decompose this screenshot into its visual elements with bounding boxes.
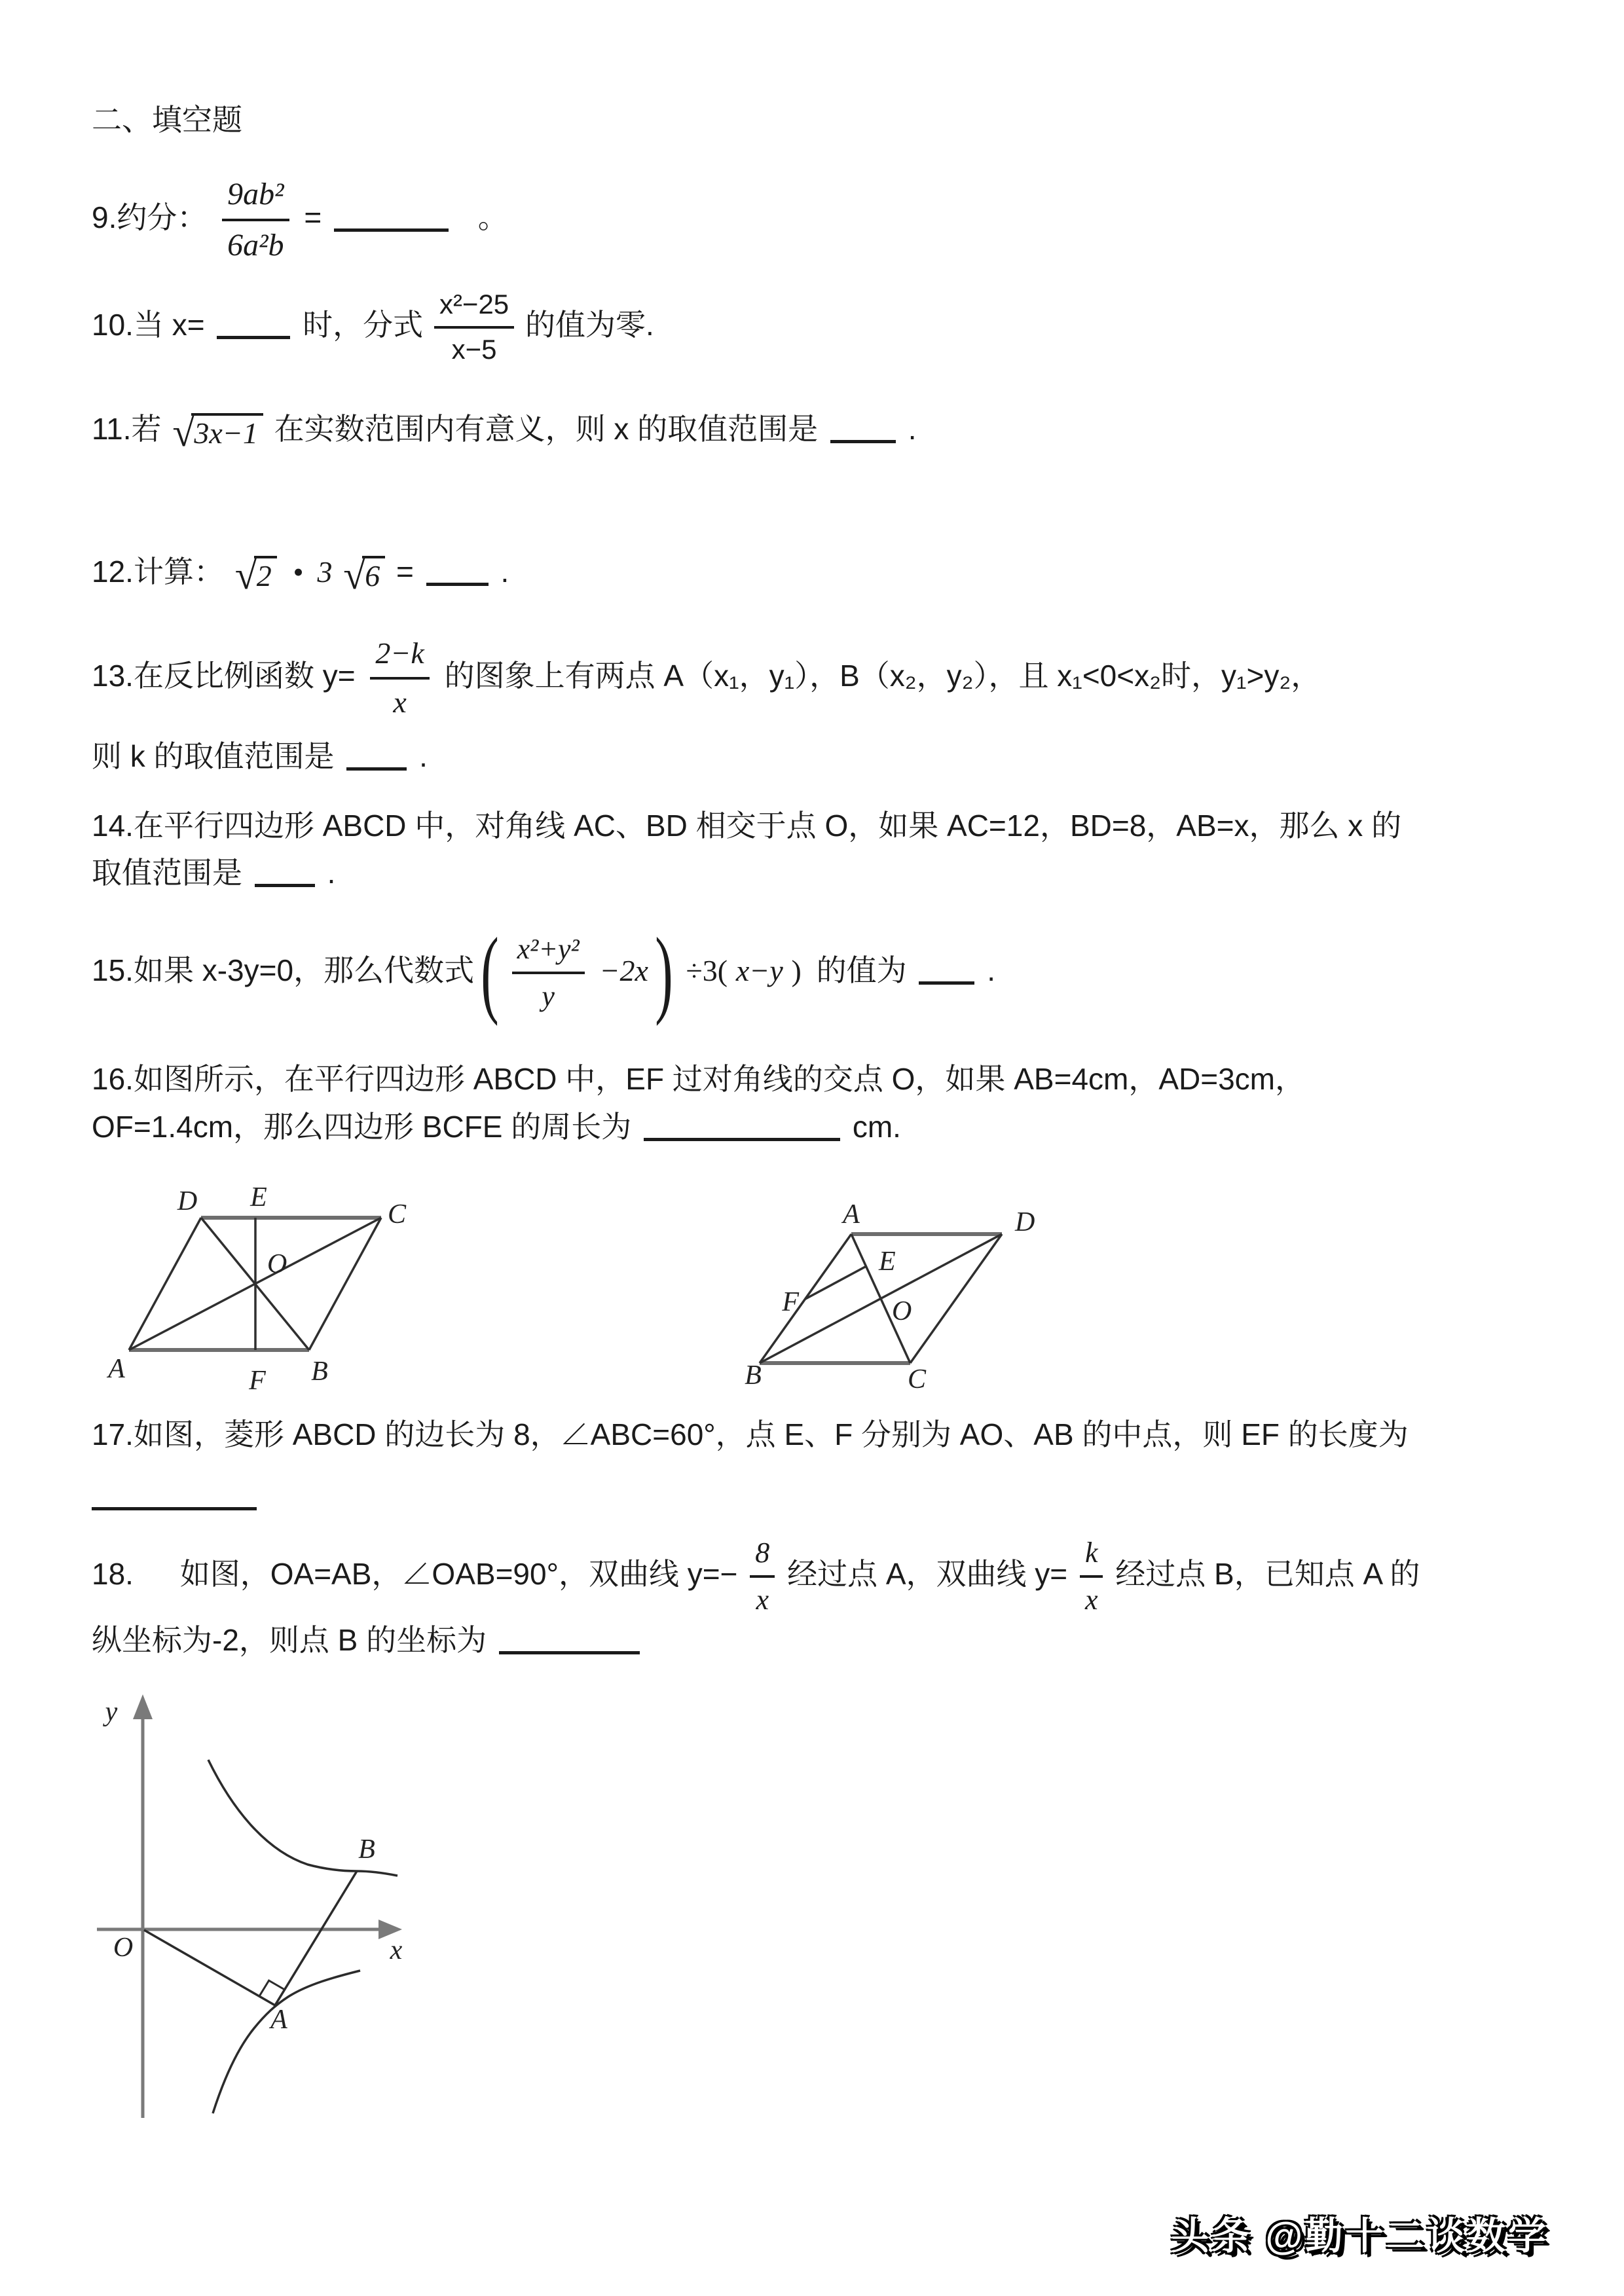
- q11-period: .: [908, 412, 917, 446]
- q15-denominator: y: [542, 979, 555, 1012]
- q14-answer-blank: [255, 881, 315, 887]
- q9-prefix: 9.约分：: [92, 200, 208, 234]
- fig16-label-B: B: [311, 1357, 328, 1387]
- q9-period: 。: [477, 200, 508, 234]
- q10-mid: 时，分式: [303, 308, 424, 342]
- graph-label-x: x: [390, 1935, 403, 1965]
- q10-suffix: 的值为零.: [525, 308, 654, 342]
- question-11: [92, 407, 917, 455]
- q13-period: .: [419, 739, 428, 773]
- q12-equals: =: [396, 555, 414, 589]
- figure-hyperbola-graph-q18: [65, 1689, 471, 2160]
- q12-radical-2: [343, 553, 385, 598]
- fig16-label-C: C: [388, 1199, 407, 1230]
- question-9: [92, 172, 508, 268]
- q13-fraction: [370, 632, 429, 724]
- q15-suffix: 的值为: [816, 953, 907, 987]
- q12-sqrt-sign-1: √: [234, 553, 257, 598]
- q12-radicand-2: 6: [362, 556, 385, 592]
- q15-period: .: [987, 953, 995, 987]
- q18-part3: 经过点 B，已知点 A 的: [1115, 1556, 1420, 1591]
- question-14-line1: [92, 804, 1401, 848]
- q14-period: .: [327, 856, 336, 890]
- q10-denominator: x−5: [451, 333, 497, 365]
- q15-answer-blank: [919, 978, 974, 985]
- q11-sqrt-sign: √: [172, 410, 195, 455]
- q18-number: 18.: [92, 1556, 134, 1591]
- q13-answer-blank: [346, 764, 407, 771]
- fig17-label-F: F: [782, 1287, 799, 1317]
- q11-suffix: 在实数范围内有意义，则 x 的取值范围是: [274, 412, 819, 446]
- q12-period: .: [500, 555, 509, 589]
- question-13-line2: [92, 735, 428, 778]
- q9-fraction: [222, 172, 289, 268]
- q18-fraction-1: [750, 1532, 775, 1621]
- q18-denominator-2: x: [1084, 1583, 1098, 1616]
- q15-xy: x−y: [735, 953, 783, 987]
- graph-segment-AB: [275, 1871, 357, 2005]
- q18-answer-blank: [499, 1648, 640, 1654]
- question-12: [92, 550, 509, 598]
- q18-line2-text: 纵坐标为-2，则点 B 的坐标为: [92, 1623, 487, 1657]
- question-18-line2: [92, 1618, 644, 1662]
- figure-parallelogram-q16: [98, 1173, 439, 1396]
- fig17-label-A: A: [843, 1199, 860, 1230]
- section-title: [92, 98, 242, 142]
- fig16-label-O: O: [267, 1249, 287, 1279]
- q11-radical: [172, 410, 263, 455]
- q18-part2: 经过点 A，双曲线 y=: [787, 1556, 1068, 1591]
- q11-answer-blank: [830, 437, 896, 443]
- fig17-label-D: D: [1015, 1207, 1035, 1237]
- q15-open-paren: (: [481, 918, 499, 1027]
- question-15: [92, 918, 995, 1027]
- question-16-line2: [92, 1105, 901, 1149]
- fig16-label-F: F: [249, 1366, 266, 1396]
- q18-numerator-1: 8: [755, 1537, 770, 1569]
- q18-numerator-2: k: [1084, 1537, 1098, 1569]
- question-17-line2: [92, 1474, 261, 1518]
- fig17-label-C: C: [907, 1364, 927, 1394]
- graph-label-A: A: [270, 2005, 287, 2035]
- q12-coefficient: 3: [317, 555, 333, 589]
- question-18-line1: [92, 1532, 1420, 1621]
- q11-prefix: 11.若: [92, 412, 162, 446]
- graph-label-B: B: [358, 1834, 375, 1865]
- q16-answer-blank: [644, 1135, 840, 1141]
- q12-prefix: 12.计算：: [92, 555, 224, 589]
- q12-radical-1: [234, 553, 277, 598]
- q14-line1-text: 14.在平行四边形 ABCD 中，对角线 AC、BD 相交于点 O，如果 AC=12，BD=8，AB=x，那么 x 的: [92, 809, 1402, 843]
- fig17-label-E: E: [879, 1247, 896, 1277]
- q13-denominator: x: [393, 685, 407, 719]
- fig17-segment-FE: [805, 1266, 866, 1299]
- q15-divide-open: ÷3(: [686, 953, 728, 987]
- q15-prefix: 15.如果 x-3y=0，那么代数式: [92, 953, 475, 987]
- question-14-line2: [92, 851, 335, 895]
- question-13-line1: [92, 632, 1321, 724]
- q12-dot-operator: •: [293, 555, 304, 589]
- q18-denominator-1: x: [756, 1583, 769, 1616]
- fig16-label-A: A: [108, 1354, 125, 1384]
- q12-radicand-1: 2: [254, 556, 277, 592]
- q16-line2-prefix: OF=1.4cm，那么四边形 BCFE 的周长为: [92, 1110, 632, 1144]
- question-17-line1: [92, 1413, 1409, 1457]
- q16-line1-text: 16.如图所示，在平行四边形 ABCD 中，EF 过对角线的交点 O，如果 AB=4cm，AD=3cm，: [92, 1062, 1306, 1096]
- q17-answer-blank: [92, 1504, 257, 1510]
- graph-segment-OA: [144, 1930, 275, 2005]
- q14-line2-text: 取值范围是: [92, 856, 242, 890]
- q13-line1-rest: 的图象上有两点 A（x₁，y₁），B（x₂，y₂），且 x₁<0<x₂时，y₁>y₂，: [444, 658, 1321, 693]
- fig17-label-O: O: [892, 1296, 912, 1326]
- q15-fraction: [512, 928, 585, 1017]
- section-title-text: 二、填空题: [92, 103, 242, 137]
- q13-prefix: 13.在反比例函数 y=: [92, 658, 356, 693]
- q9-answer-blank: [334, 225, 449, 232]
- q15-minus-2x: −2x: [599, 953, 648, 987]
- q17-line1-text: 17.如图，菱形 ABCD 的边长为 8，∠ABC=60°，点 E、F 分别为 AO、AB 的中点，则 EF 的长度为: [92, 1417, 1409, 1451]
- q10-prefix: 10.当 x=: [92, 308, 205, 342]
- q12-answer-blank: [426, 579, 489, 586]
- q10-numerator: x²−25: [439, 289, 509, 319]
- question-16-line1: [92, 1057, 1305, 1101]
- fig16-label-E: E: [250, 1182, 267, 1212]
- graph-label-y: y: [105, 1697, 118, 1727]
- fig17-label-B: B: [745, 1360, 762, 1391]
- graph-y-axis-arrow: [133, 1694, 153, 1719]
- q18-part1: 如图，OA=AB，∠OAB=90°，双曲线 y=−: [179, 1556, 738, 1591]
- q15-close-paren: ): [655, 918, 673, 1027]
- q11-radicand: 3x−1: [191, 413, 263, 450]
- q13-line2-text: 则 k 的取值范围是: [92, 739, 335, 773]
- q10-answer-blank: [217, 333, 290, 339]
- q9-denominator: 6a²b: [227, 227, 284, 263]
- graph-label-O: O: [113, 1933, 134, 1963]
- figure-rhombus-q17: [720, 1172, 1087, 1401]
- q9-equals: =: [304, 200, 322, 234]
- q10-fraction: [434, 285, 514, 370]
- question-10: [92, 285, 654, 370]
- q18-fraction-2: [1080, 1532, 1103, 1621]
- q12-sqrt-sign-2: √: [343, 553, 366, 598]
- q16-line2-suffix: cm.: [852, 1110, 901, 1144]
- fig16-label-D: D: [177, 1186, 198, 1216]
- q15-numerator: x²+y²: [517, 933, 580, 965]
- q13-numerator: 2−k: [375, 636, 424, 670]
- fig17-edge-DC: [910, 1234, 1002, 1363]
- q9-numerator: 9ab²: [227, 177, 284, 211]
- graph-hyperbola-branch-A: [213, 1971, 360, 2113]
- q15-divide-close: ): [791, 953, 802, 987]
- watermark: 头条 @勤十二谈数学: [1171, 2215, 1549, 2257]
